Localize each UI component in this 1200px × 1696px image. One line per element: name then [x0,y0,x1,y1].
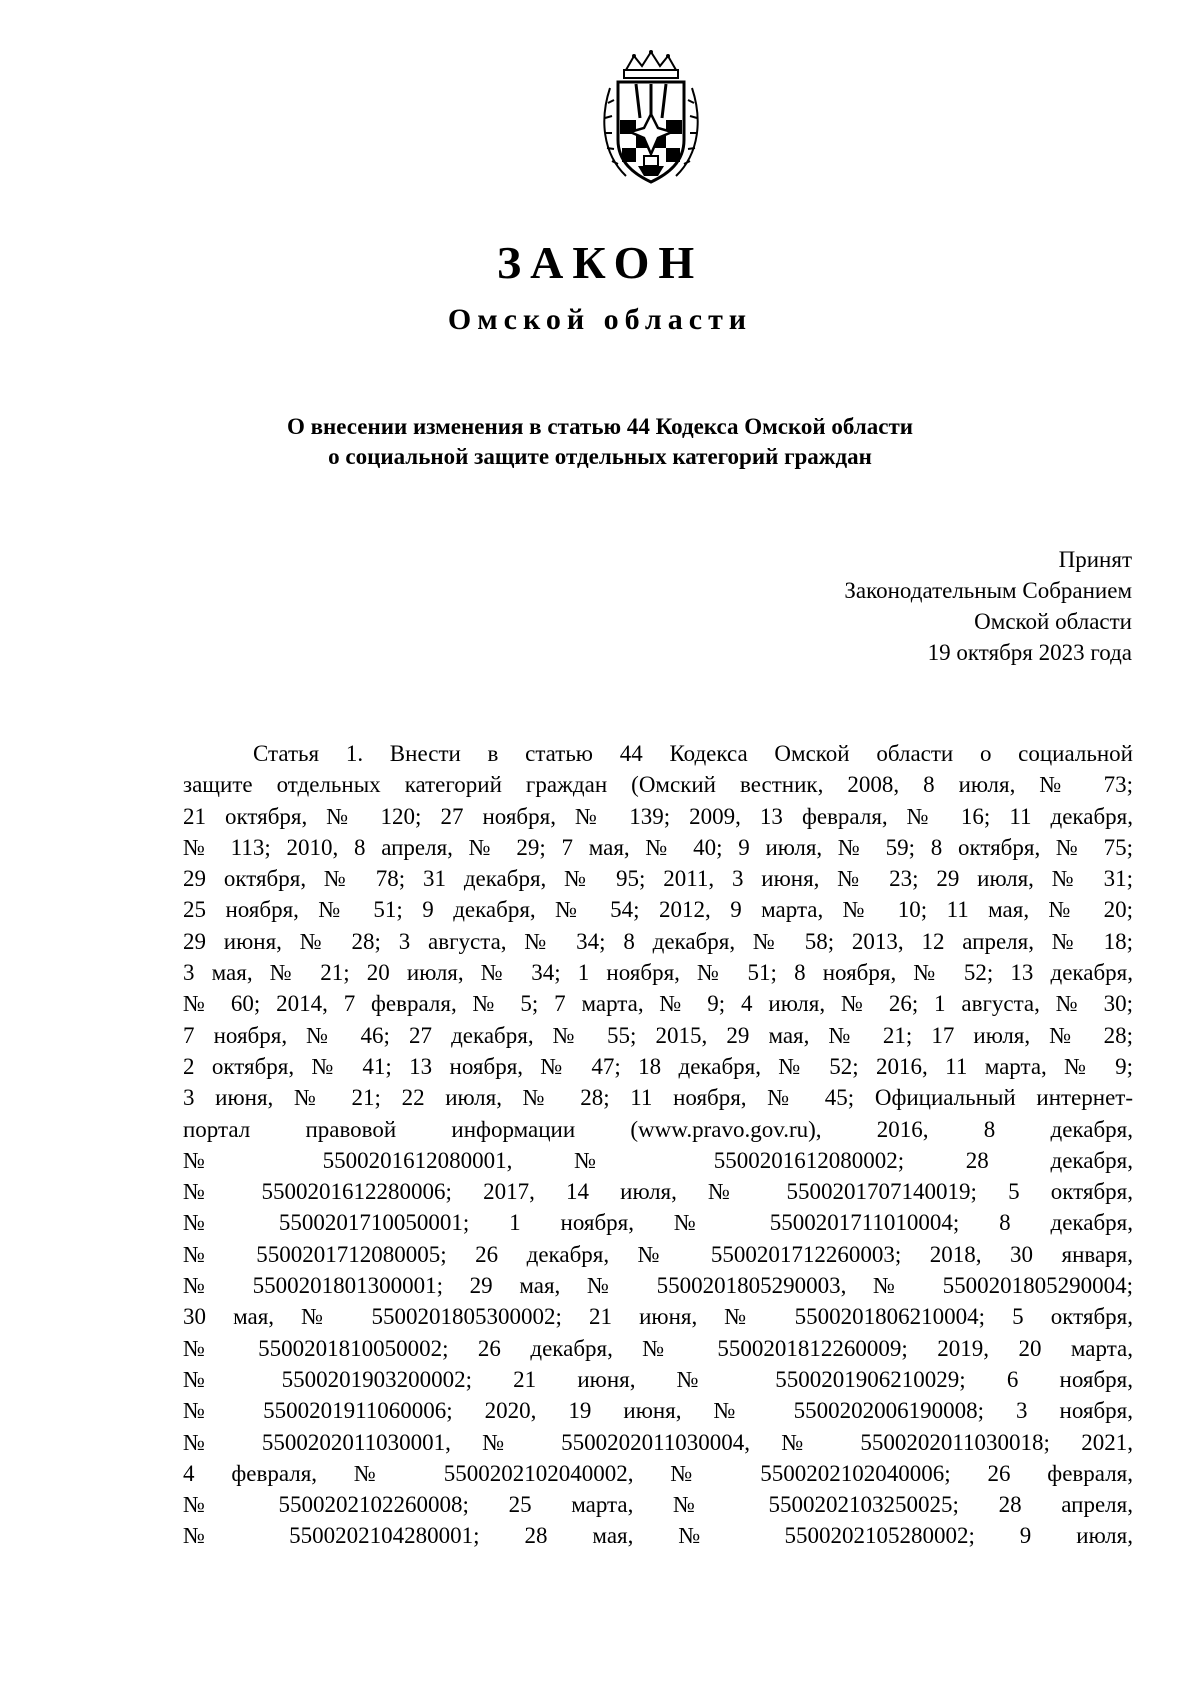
article-line: портал правовой информации (www.pravo.gov.ru), 2016, 8 декабря, [183,1116,1133,1142]
law-region: Омской области [447,303,753,336]
law-subject [0,412,1200,472]
adoption-line: Омской области [974,609,1132,634]
article-line: 21 октября, № 120; 27 ноября, № 139; 2009, 13 февраля, № 16; 11 декабря, [183,803,1133,829]
article-line: № 113; 2010, 8 апреля, № 29; 7 мая, № 40; 9 июля, № 59; 8 октября, № 75; [183,834,1133,860]
article-line: 30 мая, № 5500201805300002; 21 июня, № 5500201806210004; 5 октября, [183,1304,1133,1330]
law-title: ЗАКОН [496,237,704,288]
article-line: № 5500201911060006; 2020, 19 июня, № 5500202006190008; 3 ноября, [183,1398,1133,1424]
article-line: № 5500201712080005; 26 декабря, № 5500201712260003; 2018, 30 января, [183,1241,1133,1267]
article-line: 25 ноября, № 51; 9 декабря, № 54; 2012, 9 марта, № 10; 11 мая, № 20; [183,897,1133,923]
article-line: 2 октября, № 41; 13 ноября, № 47; 18 декабря, № 52; 2016, 11 марта, № 9; [183,1053,1133,1079]
article-line: защите отдельных категорий граждан (Омский вестник, 2008, 8 июля, № 73; [183,772,1133,798]
adoption-line: Принят [1058,547,1132,572]
adoption-date: 19 октября 2023 года [927,640,1132,665]
article-line: 29 октября, № 78; 31 декабря, № 95; 2011, 3 июня, № 23; 29 июля, № 31; [183,866,1133,892]
article-line: № 5500202011030001, № 5500202011030004, № 5500202011030018; 2021, [183,1429,1133,1455]
article-line: Статья 1. Внести в статью 44 Кодекса Омской области о социальной [253,741,1133,766]
law-subject-line: о социальной защите отдельных категорий граждан [328,444,872,469]
article-line: № 60; 2014, 7 февраля, № 5; 7 марта, № 9; 4 июля, № 26; 1 августа, № 30; [183,991,1133,1017]
coat-of-arms-icon [596,48,706,188]
article-1-text [183,738,1133,1552]
article-line: № 5500201710050001; 1 ноября, № 5500201711010004; 8 декабря, [183,1210,1133,1236]
adoption-block [844,544,1132,668]
article-line: 7 ноября, № 46; 27 декабря, № 55; 2015, 29 мая, № 21; 17 июля, № 28; [183,1022,1133,1048]
article-line: № 5500202104280001; 28 мая, № 5500202105280002; 9 июля, [183,1523,1133,1549]
article-line: № 5500201801300001; 29 мая, № 5500201805290003, № 5500201805290004; [183,1273,1133,1299]
article-line: 3 мая, № 21; 20 июля, № 34; 1 ноября, № 51; 8 ноября, № 52; 13 декабря, [183,960,1133,986]
adoption-line: Законодательным Собранием [844,578,1132,603]
law-subject-line: О внесении изменения в статью 44 Кодекса Омской области [286,414,914,439]
article-line: № 5500201612080001, № 5500201612080002; 28 декабря, [183,1147,1133,1173]
article-line: № 5500201810050002; 26 декабря, № 5500201812260009; 2019, 20 марта, [183,1335,1133,1361]
article-line: № 5500201612280006; 2017, 14 июля, № 5500201707140019; 5 октября, [183,1179,1133,1205]
article-line: 29 июня, № 28; 3 августа, № 34; 8 декабря, № 58; 2013, 12 апреля, № 18; [183,928,1133,954]
article-line: 3 июня, № 21; 22 июля, № 28; 11 ноября, № 45; Официальный интернет- [183,1085,1133,1111]
article-line: 4 февраля, № 5500202102040002, № 5500202102040006; 26 февраля, [183,1460,1133,1486]
article-line: № 5500201903200002; 21 июня, № 5500201906210029; 6 ноября, [183,1366,1133,1392]
article-line: № 5500202102260008; 25 марта, № 5500202103250025; 28 апреля, [183,1492,1133,1518]
